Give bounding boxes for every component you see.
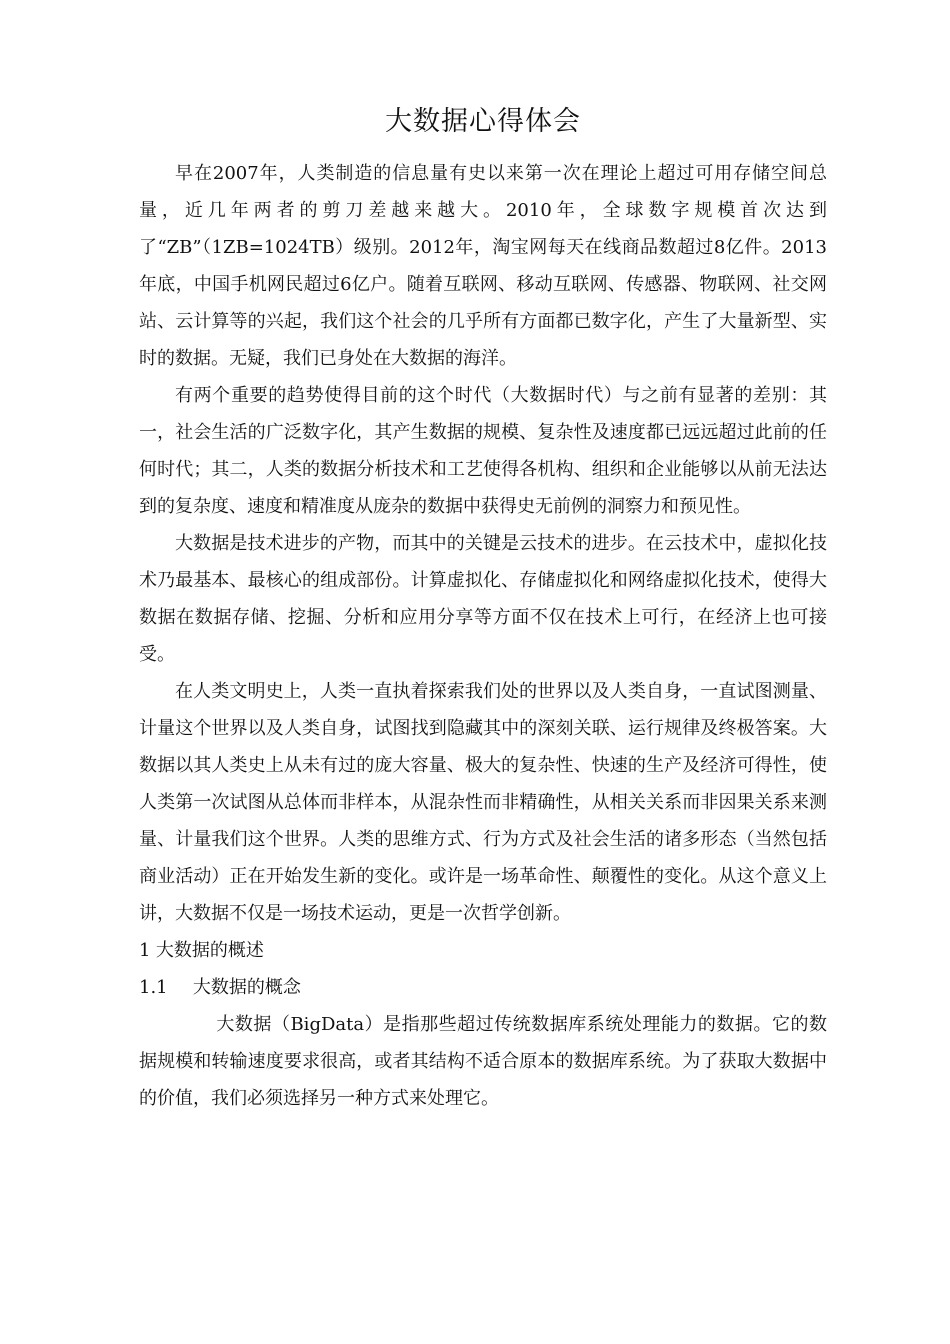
paragraph-4: 在人类文明史上，人类一直执着探索我们处的世界以及人类自身，一直试图测量、计量这个世界以及人类自身，试图找到隐藏其中的深刻关联、运行规律及终极答案。大数据以其人类史上从未有过的庞大容量、极大的复杂性、快速的生产及经济可得性，使人类第一次试图从总体而非样本，从混杂性而非精确性，从相关关系而非因果关系来测量、计量我们这个世界。人类的思维方式、行为方式及社会生活的诸多形态（当然包括商业活动）正在开始发生新的变化。或许是一场革命性、颠覆性的变化。从这个意义上讲，大数据不仅是一场技术运动，更是一次哲学创新。 <box>139 681 827 924</box>
paragraph-1: 早在2007年，人类制造的信息量有史以来第一次在理论上超过可用存储空间总量，近几年两者的剪刀差越来越大。2010年，全球数字规模首次达到了“ZB”（1ZB=1024TB）级别。2012年，淘宝网每天在线商品数超过8亿件。2013年底，中国手机网民超过6亿户。随着互联网、移动互联网、传感器、物联网、社交网站、云计算等的兴起，我们这个社会的几乎所有方面都已数字化，产生了大量新型、实时的数据。无疑，我们已身处在大数据的海洋。 <box>139 163 827 369</box>
paragraph-5: 大数据（BigData）是指那些超过传统数据库系统处理能力的数据。它的数据规模和转输速度要求很高，或者其结构不适合原本的数据库系统。为了获取大数据中的价值，我们必须选择另一种方式来处理它。 <box>139 1014 827 1109</box>
document-page <box>139 100 827 1117</box>
section-number: 1 <box>139 940 151 961</box>
subsection-number: 1.1 <box>139 977 168 998</box>
section-heading-1-1 <box>139 969 827 1006</box>
paragraph-3: 大数据是技术进步的产物，而其中的关键是云技术的进步。在云技术中，虚拟化技术乃最基本、最核心的组成部份。计算虚拟化、存储虚拟化和网络虚拟化技术，使得大数据在数据存储、挖掘、分析和应用分享等方面不仅在技术上可行，在经济上也可接受。 <box>139 533 827 665</box>
paragraph-2: 有两个重要的趋势使得目前的这个时代（大数据时代）与之前有显著的差别：其一，社会生活的广泛数字化，其产生数据的规模、复杂性及速度都已远远超过此前的任何时代；其二，人类的数据分析技术和工艺使得各机构、组织和企业能够以从前无法达到的复杂度、速度和精准度从庞杂的数据中获得史无前例的洞察力和预见性。 <box>139 385 827 517</box>
subsection-title: 大数据的概念 <box>192 977 301 998</box>
section-title: 大数据的概述 <box>155 940 264 961</box>
document-title: 大数据心得体会 <box>385 106 581 137</box>
section-heading-1 <box>139 932 827 969</box>
